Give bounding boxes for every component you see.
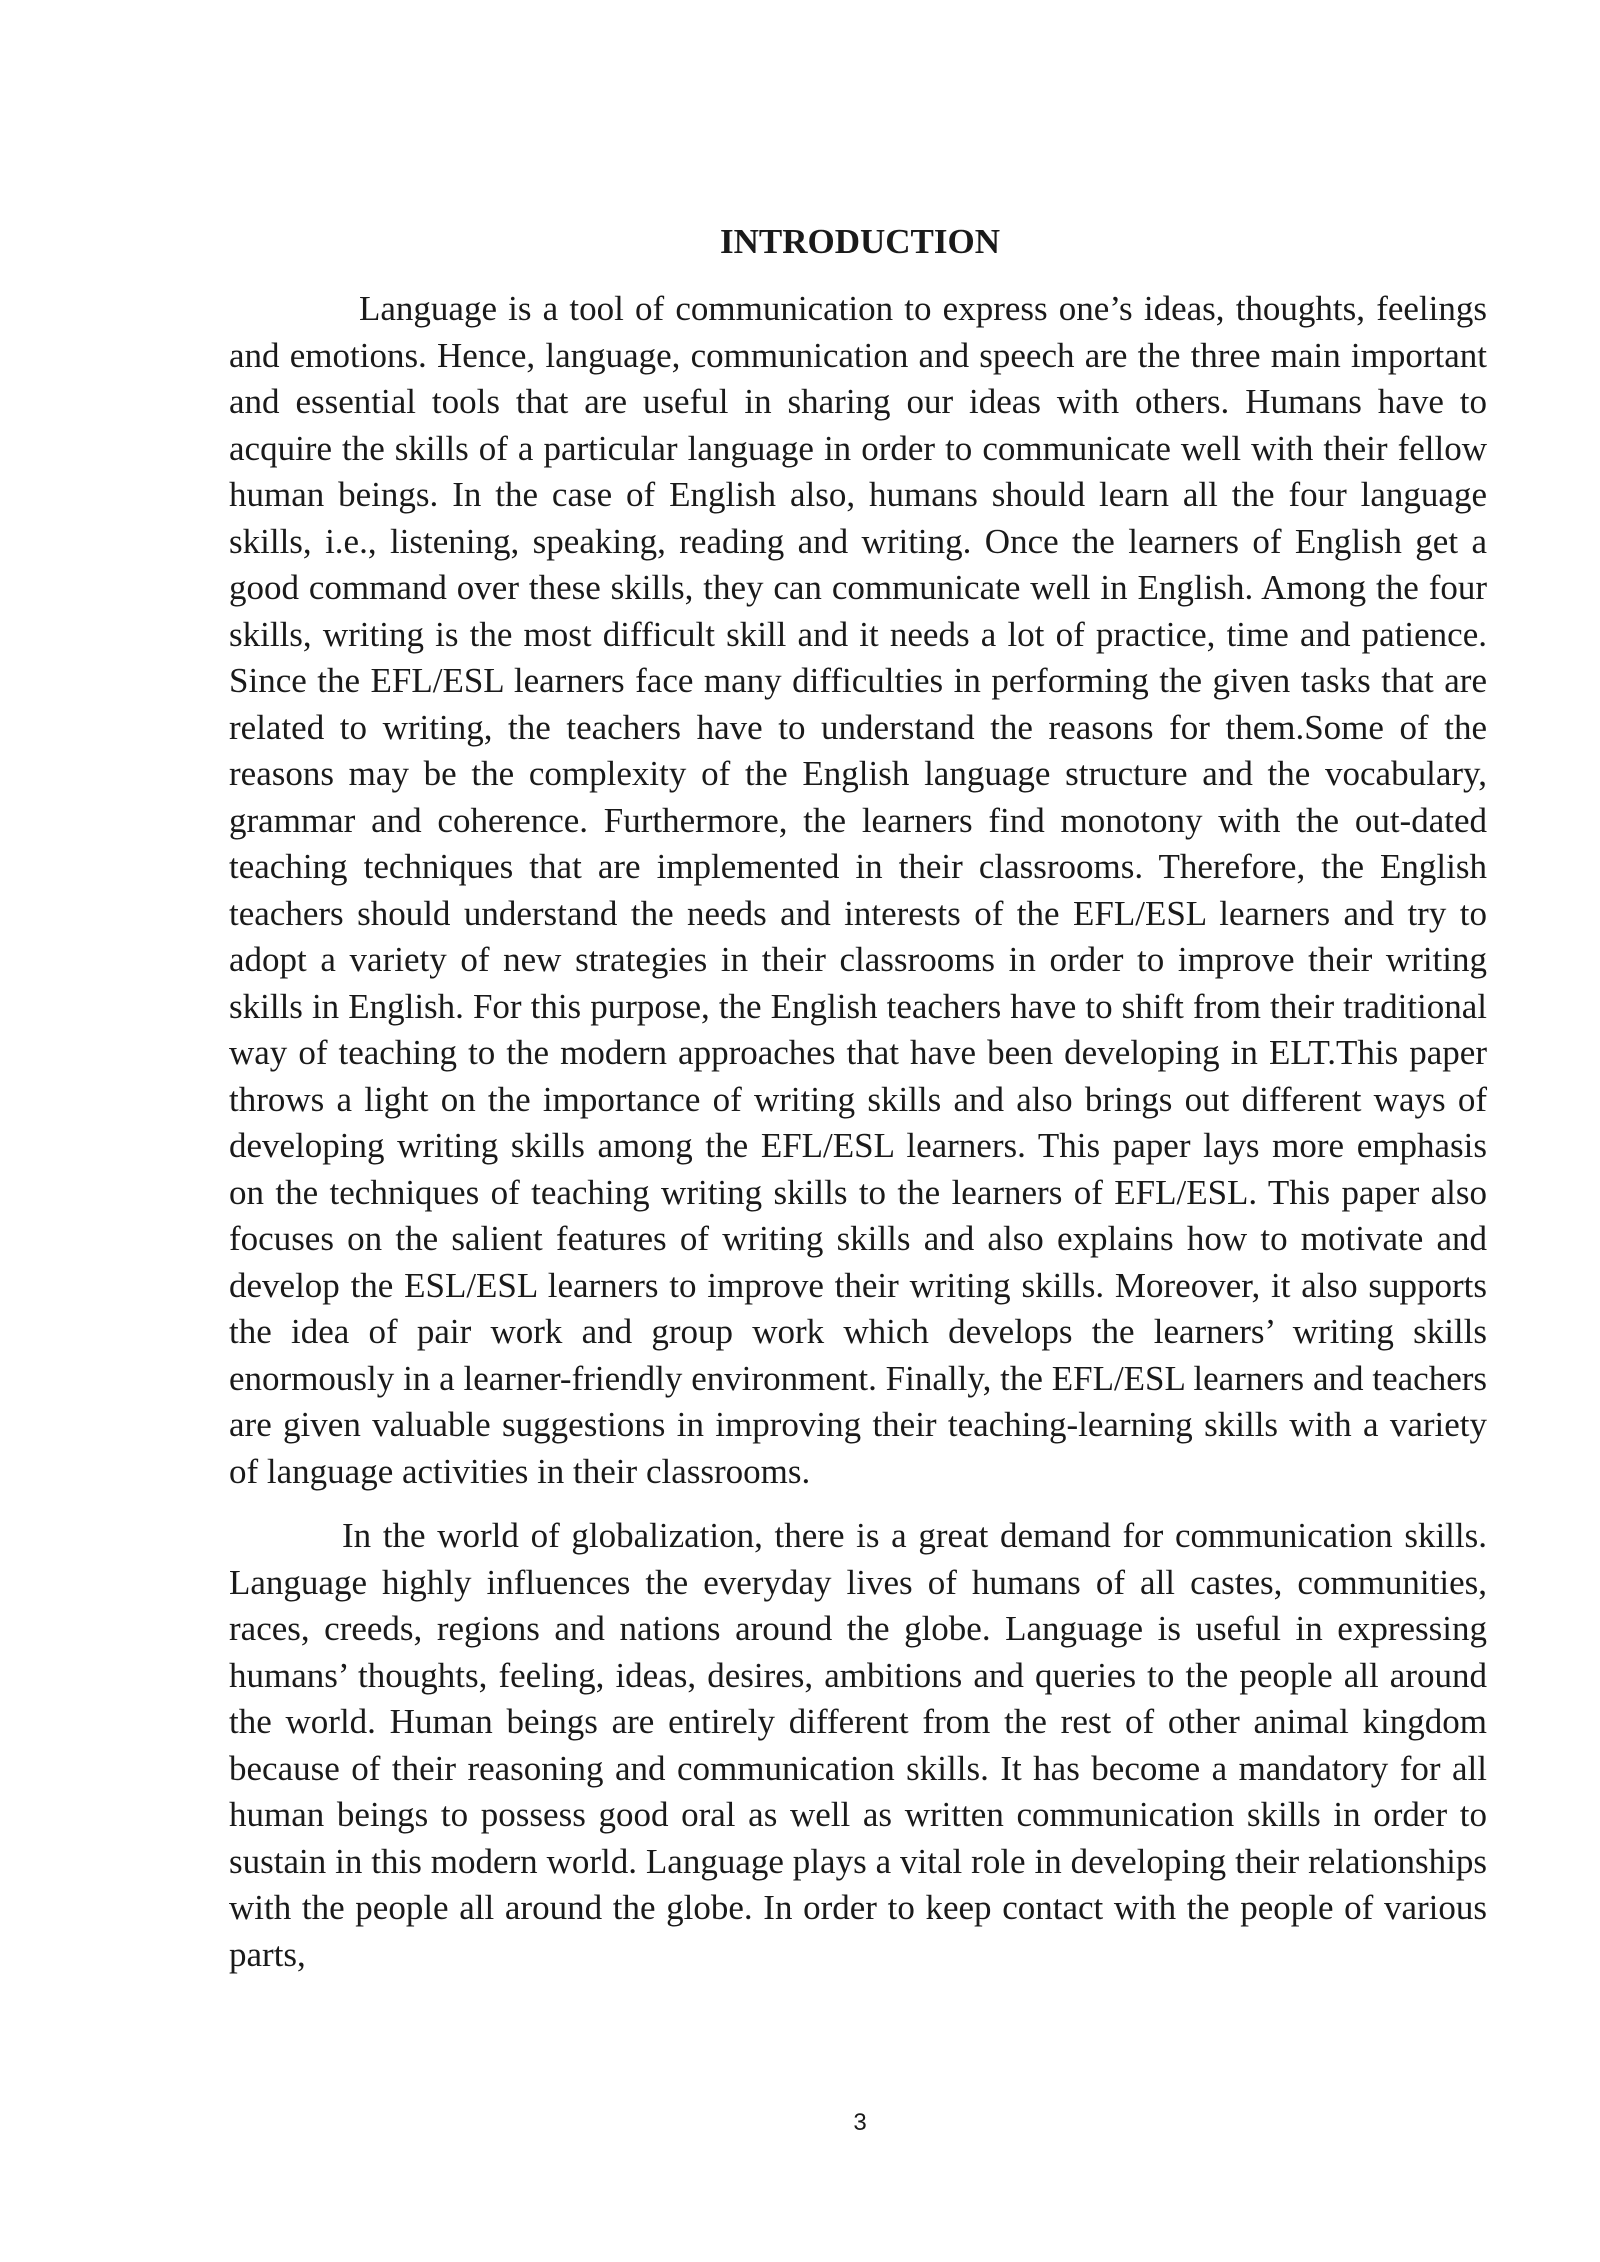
body-text: [229, 286, 1487, 1978]
page-number: 3: [853, 2109, 867, 2136]
paragraph-2: In the world of globalization, there is a great demand for communication skills. Language highly influences the everyday lives of humans of all castes, communities, races, creeds, regions and nations around the globe. Language is useful in expressing humans’ thoughts, feeling, ideas, desires, ambitions and queries to the people all around the world. Human beings are entirely different from the rest of other animal kingdom because of their reasoning and communication skills. It has become a mandatory for all human beings to possess good oral as well as written communication skills in order to sustain in this modern world. Language plays a vital role in developing their relationships with the people all around the globe. In order to keep contact with the people of various parts,: [229, 1516, 1487, 1974]
section-heading: INTRODUCTION: [719, 222, 1001, 261]
paragraph-1: Language is a tool of communication to express one’s ideas, thoughts, feelings and emotions. Hence, language, communication and speech are the three main important and essential tools that are useful in sharing our ideas with others. Humans have to acquire the skills of a particular language in order to communicate well with their fellow human beings. In the case of English also, humans should learn all the four language skills, i.e., listening, speaking, reading and writing. Once the learners of English get a good command over these skills, they can communicate well in English. Among the four skills, writing is the most difficult skill and it needs a lot of practice, time and patience. Since the EFL/ESL learners face many difficulties in performing the given tasks that are related to writing, the teachers have to understand the reasons for them.Some of the reasons may be the complexity of the English language structure and the vocabulary, grammar and coherence. Furthermore, the learners find monotony with the out-dated teaching techniques that are implemented in their classrooms. Therefore, the English teachers should understand the needs and interests of the EFL/ESL learners and try to adopt a variety of new strategies in their classrooms in order to improve their writing skills in English. For this purpose, the English teachers have to shift from their traditional way of teaching to the modern approaches that have been developing in ELT.This paper throws a light on the importance of writing skills and also brings out different ways of developing writing skills among the EFL/ESL learners. This paper lays more emphasis on the techniques of teaching writing skills to the learners of EFL/ESL. This paper also focuses on the salient features of writing skills and also explains how to motivate and develop the ESL/ESL learners to improve their writing skills. Moreover, it also supports the idea of pair work and group work which develops the learners’ writing skills enormously in a learner-friendly environment. Finally, the EFL/ESL learners and teachers are given valuable suggestions in improving their teaching-learning skills with a variety of language activities in their classrooms.: [229, 289, 1487, 1491]
